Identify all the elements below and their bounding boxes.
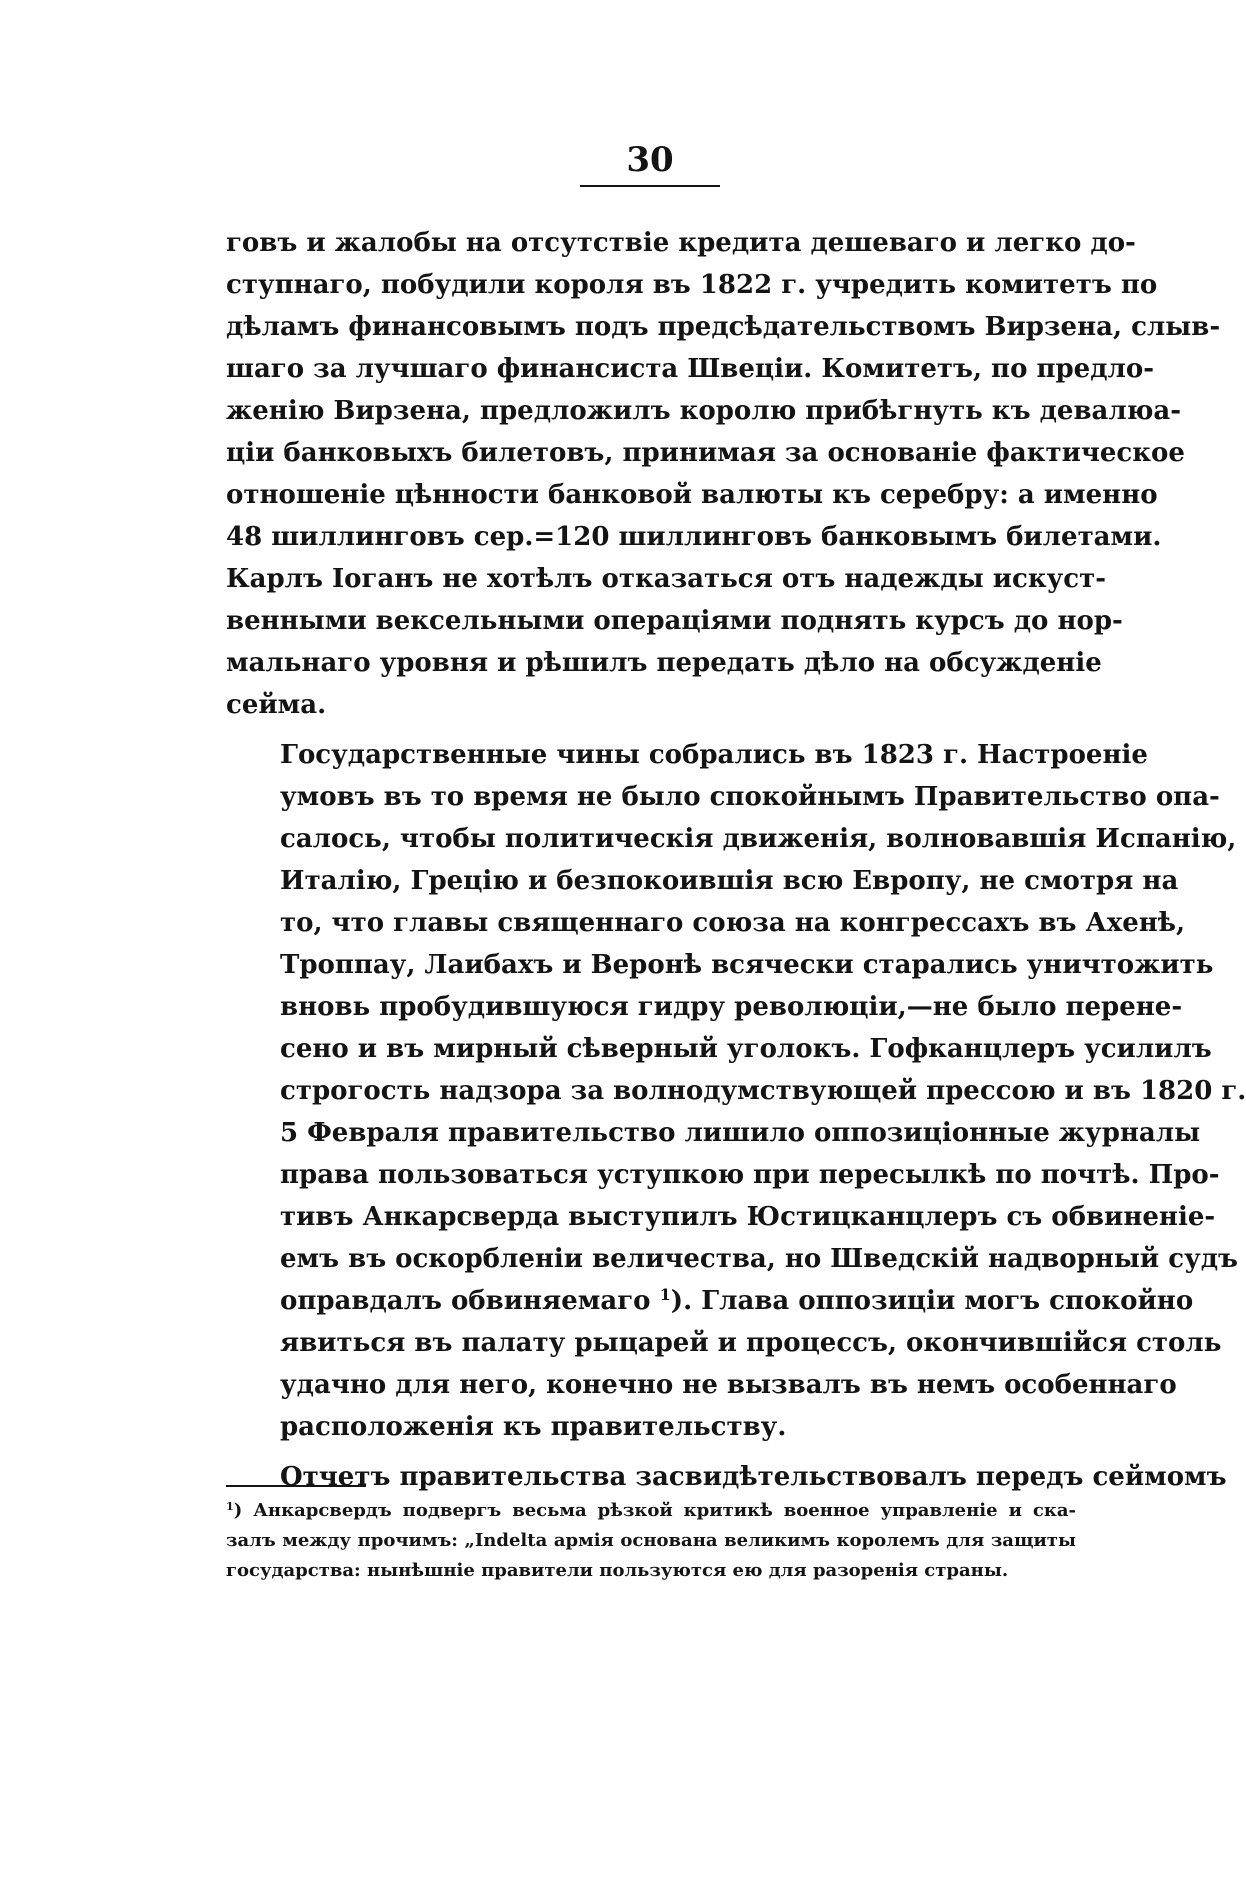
text-line: 5 Февраля правительство лишило оппозиціонные журналы xyxy=(280,1118,1201,1148)
footnote-rule xyxy=(226,1485,366,1487)
text-line: женію Вирзена, предложилъ королю прибѣгнуть къ девалюа- xyxy=(226,396,1181,426)
text-line: 48 шиллинговъ сер.=120 шиллинговъ банковымъ билетами. xyxy=(226,522,1162,552)
text-line: сейма. xyxy=(226,690,327,720)
text-line: явиться въ палату рыцарей и процессъ, окончившійся столь xyxy=(280,1328,1222,1358)
text-line: Карлъ Іоганъ не хотѣлъ отказаться отъ надежды искуст- xyxy=(226,564,1107,594)
text-line: Государственные чины собрались въ 1823 г. Настроеніе xyxy=(280,740,1148,770)
text-line: умовъ въ то время не было спокойнымъ Правительство опа- xyxy=(280,782,1220,812)
text-line: удачно для него, конечно не вызвалъ въ немъ особеннаго xyxy=(280,1370,1177,1400)
footnote-line: государства: нынѣшніе правители пользуются ею для разоренія страны. xyxy=(226,1560,1009,1581)
footnote-marker: 1 xyxy=(226,1499,234,1513)
note-ref-after: ). Глава оппозиціи могъ спокойно xyxy=(670,1286,1194,1316)
text-line: салось, чтобы политическія движенія, волновавшія Испанію, xyxy=(280,824,1237,854)
paragraph-1 xyxy=(226,222,1221,726)
footnote-line-text: ) Анкарсвердъ подвергъ весьма рѣзкой критикѣ военное управленіе и ска- xyxy=(233,1500,1076,1521)
text-line: дѣламъ финансовымъ подъ предсѣдательствомъ Вирзена, слыв- xyxy=(226,312,1221,342)
paragraph-3 xyxy=(226,1456,1227,1498)
footnote xyxy=(226,1496,1076,1586)
text-line: права пользоваться уступкою при пересылкѣ по почтѣ. Про- xyxy=(280,1160,1220,1190)
text-line: венными вексельными операціями поднять курсъ до нор- xyxy=(226,606,1123,636)
body-text xyxy=(226,222,1246,1498)
page-number: 30 xyxy=(626,140,674,180)
page-number-rule xyxy=(580,185,720,187)
text-line: Италію, Грецію и безпокоившія всю Европу, не смотря на xyxy=(280,866,1179,896)
text-line: Отчетъ правительства засвидѣтельствовалъ передъ сеймомъ xyxy=(280,1462,1227,1492)
text-line: емъ въ оскорбленіи величества, но Шведскій надворный судъ xyxy=(280,1244,1238,1274)
paragraph-2 xyxy=(226,734,1246,1448)
text-line: тивъ Анкарсверда выступилъ Юстицканцлеръ съ обвиненіе- xyxy=(280,1202,1216,1232)
footnote-line xyxy=(226,1496,1076,1526)
text-line: говъ и жалобы на отсутствіе кредита дешеваго и легко до- xyxy=(226,228,1136,258)
note-ref-before: оправдалъ обвиняемаго xyxy=(280,1286,651,1316)
text-line: расположенія къ правительству. xyxy=(280,1412,787,1442)
text-line: то, что главы священнаго союза на конгрессахъ въ Ахенѣ, xyxy=(280,908,1186,938)
text-line: Троппау, Лаибахъ и Веронѣ всячески старались уничтожить xyxy=(280,950,1214,980)
text-line: отношеніе цѣнности банковой валюты къ серебру: а именно xyxy=(226,480,1158,510)
footnote-ref-marker: 1 xyxy=(659,1285,671,1305)
text-line-with-note-ref xyxy=(226,1280,1194,1322)
footnote-line: залъ между прочимъ: „Indelta армія основана великимъ королемъ для защиты xyxy=(226,1530,1076,1551)
text-line: ступнаго, побудили короля въ 1822 г. учредить комитетъ по xyxy=(226,270,1158,300)
text-line: шаго за лучшаго финансиста Швеціи. Комитетъ, по предло- xyxy=(226,354,1155,384)
text-line: ціи банковыхъ билетовъ, принимая за основаніе фактическое xyxy=(226,438,1185,468)
text-line: строгость надзора за волнодумствующей прессою и въ 1820 г. xyxy=(280,1076,1246,1106)
text-line: мальнаго уровня и рѣшилъ передать дѣло на обсужденіе xyxy=(226,648,1102,678)
text-line: вновь пробудившуюся гидру революціи,—не было перене- xyxy=(280,992,1183,1022)
text-line: сено и въ мирный сѣверный уголокъ. Гофканцлеръ усилилъ xyxy=(280,1034,1212,1064)
